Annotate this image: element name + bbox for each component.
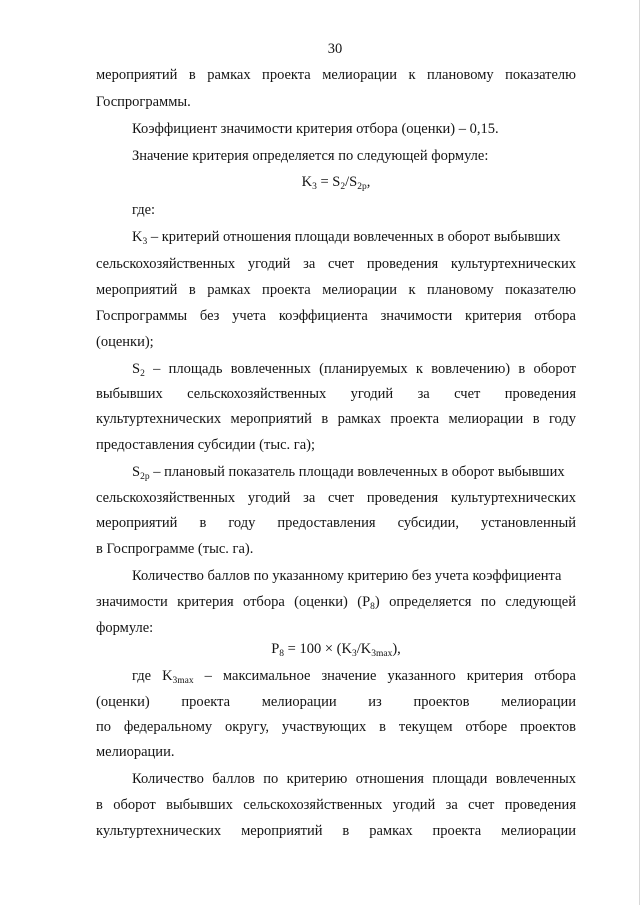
text-line: в оборот выбывших сельскохозяйственных угодий за счет проведения — [96, 797, 576, 813]
text-line: мероприятий в рамках проекта мелиорации к плановому показателю — [96, 67, 576, 83]
text-line: по федеральному округу, участвующих в текущем отборе проектов — [96, 719, 576, 735]
text-line: Количество баллов по критерию отношения площади вовлеченных — [132, 771, 576, 787]
text-line: (оценки) проекта мелиорации из проектов мелиорации — [96, 694, 576, 710]
formula-p8: $P_8 = 100 \times (K_3/K_{3max})$, — [271, 641, 401, 659]
text-line: где: — [132, 202, 156, 218]
definition-s2: $S_2$ – площадь вовлеченных (планируемых к вовлечению) в оборот — [132, 361, 576, 379]
text-line: Госпрограммы. — [96, 94, 191, 110]
formula-k3: $K_3 = S_2/S_{2р}$, — [301, 174, 371, 192]
text-line: культуртехнических мероприятий в рамках проекта мелиорации — [96, 823, 576, 839]
text-line: сельскохозяйственных угодий за счет проведения культуртехнических — [96, 256, 576, 272]
page-number: 30 — [327, 41, 343, 57]
text-line: (оценки); — [96, 334, 154, 350]
text-line: мелиорации. — [96, 744, 175, 760]
text-line: культуртехнических мероприятий в рамках проекта мелиорации в году — [96, 411, 576, 427]
definition-k3: $K_3$ – критерий отношения площади вовлеченных в оборот выбывших — [132, 229, 561, 247]
text-line: Госпрограммы без учета коэффициента значимости критерия отбора — [96, 308, 576, 324]
text-line: формуле: — [96, 620, 154, 636]
text-line: Количество баллов по указанному критерию без учета коэффициента — [132, 568, 562, 584]
text-line: Коэффициент значимости критерия отбора (оценки) – 0,15. — [132, 121, 499, 137]
text-line: выбывших сельскохозяйственных угодий за счет проведения — [96, 386, 576, 402]
definition-s2p: $S_{2р}$ – плановый показатель площади вовлеченных в оборот выбывших — [132, 464, 565, 482]
text-line: предоставления субсидии (тыс. га); — [96, 437, 316, 453]
text-line: в Госпрограмме (тыс. га). — [96, 541, 254, 557]
text-line: сельскохозяйственных угодий за счет проведения культуртехнических — [96, 490, 576, 506]
definition-k3max: где $K_{3max}$ – максимальное значение указанного критерия отбора — [132, 668, 576, 686]
text-line: мероприятий в рамках проекта мелиорации к плановому показателю — [96, 282, 576, 298]
text-line-p8: значимости критерия отбора (оценки) $(P_8)$ определяется по следующей — [96, 594, 576, 612]
text-line: мероприятий в году предоставления субсидии, установленный — [96, 515, 576, 531]
text-line: Значение критерия определяется по следующей формуле: — [132, 148, 489, 164]
